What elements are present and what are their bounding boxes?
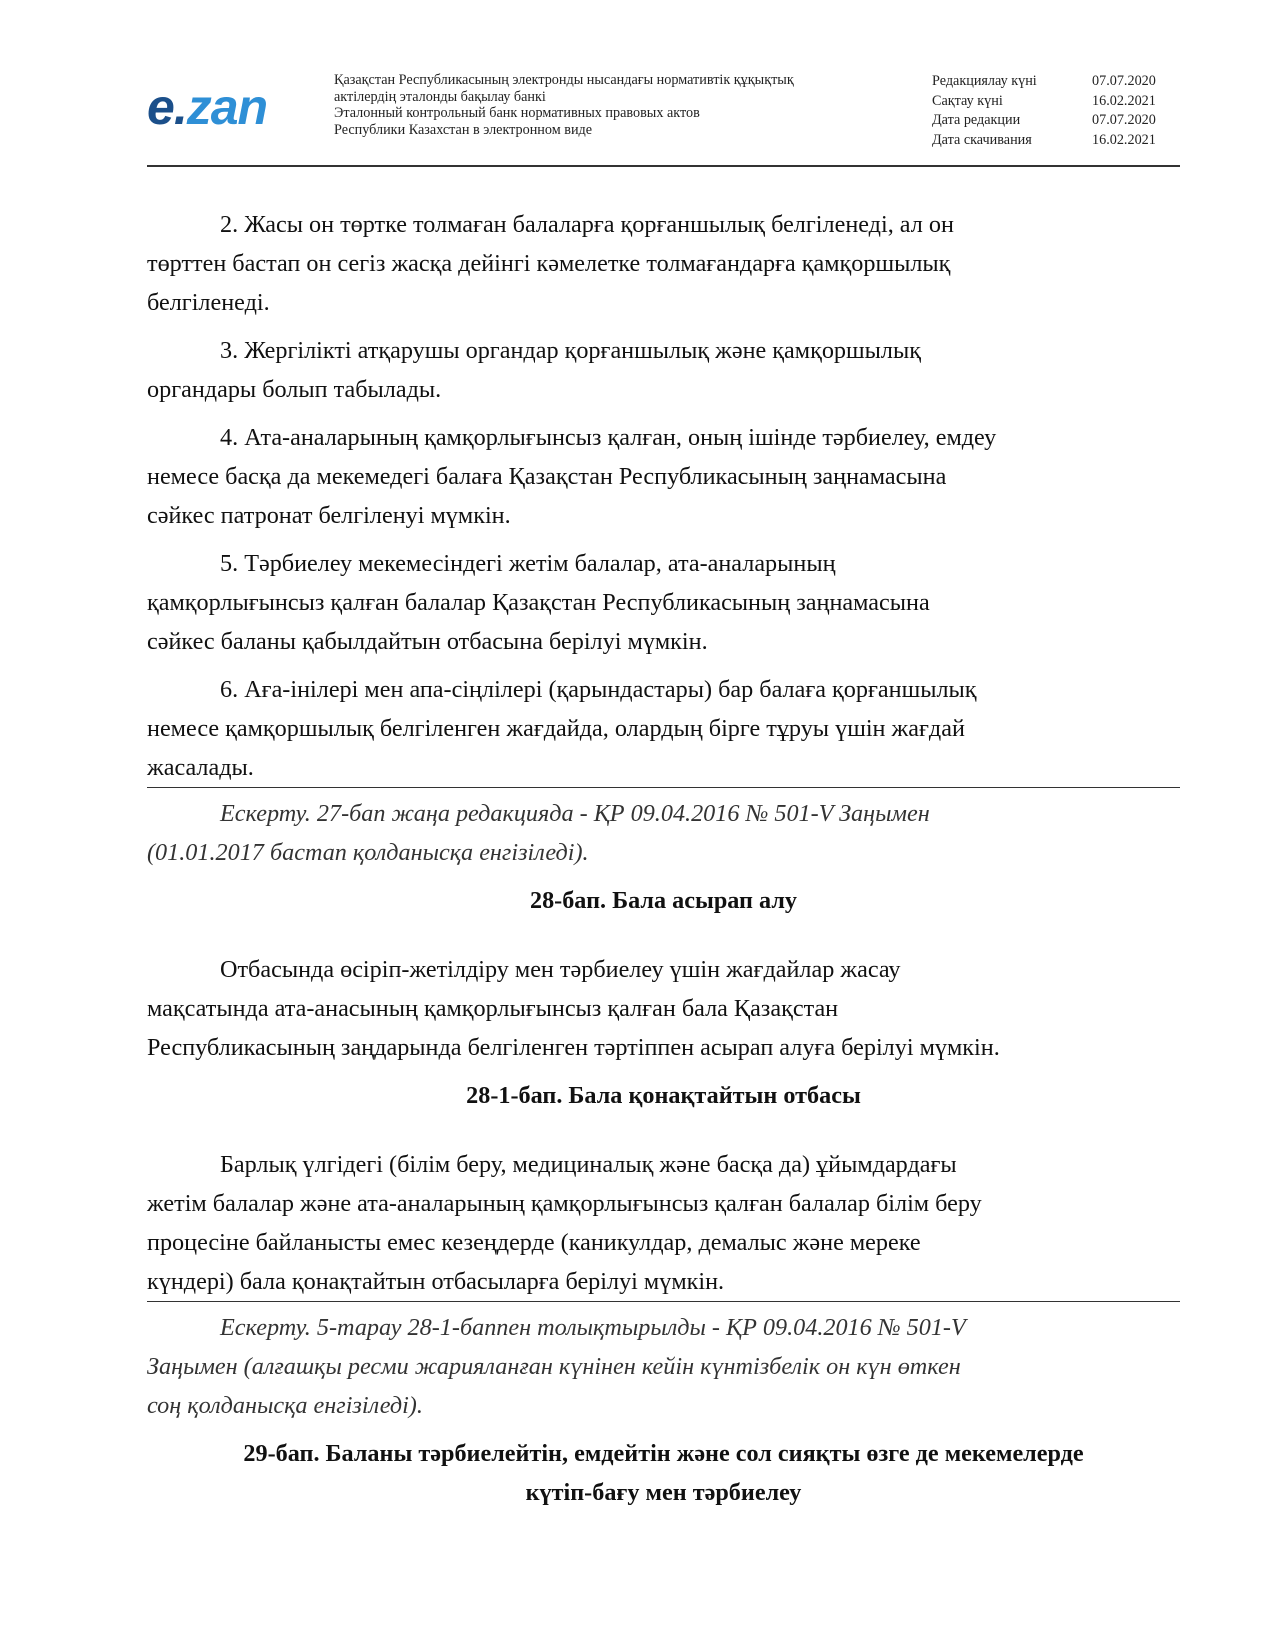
- document-body: [147, 205, 1180, 1512]
- paragraph-6: 6. Аға-інілері мен апа-сіңлілері (қарындастары) бар балаға қорғаншылық немесе қамқоршылық белгіленген жағдайда, олардың бірге тұруы үшін жағдай жасалады.: [147, 676, 977, 781]
- note-article-28-1: Ескерту. 5-тарау 28-1-баппен толықтырылды - ҚР 09.04.2016 № 501-V Заңымен (алғашқы ресми жарияланған күнінен кейін күнтізбелік он күн өткен соң қолданысқа енгізіледі).: [147, 1314, 966, 1419]
- meta-value: 07.07.2020: [1092, 73, 1156, 89]
- meta-row: [932, 72, 1182, 92]
- document-header: [147, 70, 1177, 168]
- meta-label: Редакциялау күні: [932, 73, 1037, 89]
- header-line: Республики Казахстан в электронном виде: [334, 121, 593, 138]
- header-line: Эталонный контрольный банк нормативных правовых актов: [334, 105, 700, 121]
- meta-label: Сақтау күні: [932, 92, 1003, 109]
- meta-value: 16.02.2021: [1092, 92, 1156, 109]
- article-29-title: 29-бап. Баланы тәрбиелейтін, емдейтін және сол сияқты өзге де мекемелерде күтіп-бағу мен тәрбиелеу: [243, 1440, 1084, 1506]
- paragraph-4: 4. Ата-аналарының қамқорлығынсыз қалған, оның ішінде тәрбиелеу, емдеу немесе басқа да мекемедегі балаға Қазақстан Республикасының заңнамасына сәйкес патронат белгіленуі мүмкін.: [147, 424, 997, 529]
- paragraph-article-28-1: Барлық үлгідегі (білім беру, медициналық және басқа да) ұйымдардағы жетім балалар және ата-аналарының қамқорлығынсыз қалған балалар білім беру процесіне байланысты емес кезеңдерде (каникулдар, демалыс және мереке күндері) бала қонақтайтын отбасыларға берілуі мүмкін.: [147, 1151, 982, 1295]
- meta-label: Дата редакции: [932, 112, 1021, 128]
- header-divider: [147, 165, 1180, 167]
- meta-row: [932, 131, 1182, 151]
- header-line: Қазақстан Республикасының электронды нысандағы нормативтік құқықтық: [334, 72, 794, 88]
- header-dates: [932, 72, 1182, 150]
- paragraph-2: 2. Жасы он төртке толмаған балаларға қорғаншылық белгіленеді, ал он төрттен бастап он сегіз жасқа дейінгі кәмелетке толмағандарға қамқоршылық белгіленеді.: [147, 211, 954, 316]
- article-28-title: 28-бап. Бала асырап алу: [529, 887, 798, 914]
- meta-label: Дата скачивания: [932, 131, 1032, 148]
- paragraph-article-28: Отбасында өсіріп-жетілдіру мен тәрбиелеу үшін жағдайлар жасау мақсатында ата-анасының қамқорлығынсыз қалған бала Қазақстан Республикасының заңдарында белгіленген тәртіппен асырап алуға берілуі мүмкін.: [147, 956, 1000, 1061]
- note-divider: [147, 787, 1180, 788]
- meta-value: 16.02.2021: [1092, 131, 1156, 148]
- note-divider: [147, 1301, 1180, 1302]
- paragraph-5: 5. Тәрбиелеу мекемесіндегі жетім балалар, ата-аналарының қамқорлығынсыз қалған балалар Қазақстан Республикасының заңнамасына сәйкес баланы қабылдайтын отбасына берілуі мүмкін.: [147, 550, 930, 655]
- header-description: [334, 72, 794, 138]
- note-article-27: Ескерту. 27-бап жаңа редакцияда - ҚР 09.04.2016 № 501-V Заңымен (01.01.2017 бастап қолданысқа енгізіледі).: [147, 800, 930, 866]
- meta-row: [932, 92, 1182, 112]
- ezan-logo: e.zan: [147, 79, 268, 135]
- meta-value: 07.07.2020: [1092, 112, 1156, 128]
- paragraph-3: 3. Жергілікті атқарушы органдар қорғаншылық және қамқоршылық органдары болып табылады.: [147, 337, 921, 403]
- meta-row: [932, 111, 1182, 131]
- header-line: актілердің эталонды бақылау банкі: [334, 88, 546, 105]
- article-28-1-title: 28-1-бап. Бала қонақтайтын отбасы: [466, 1082, 861, 1109]
